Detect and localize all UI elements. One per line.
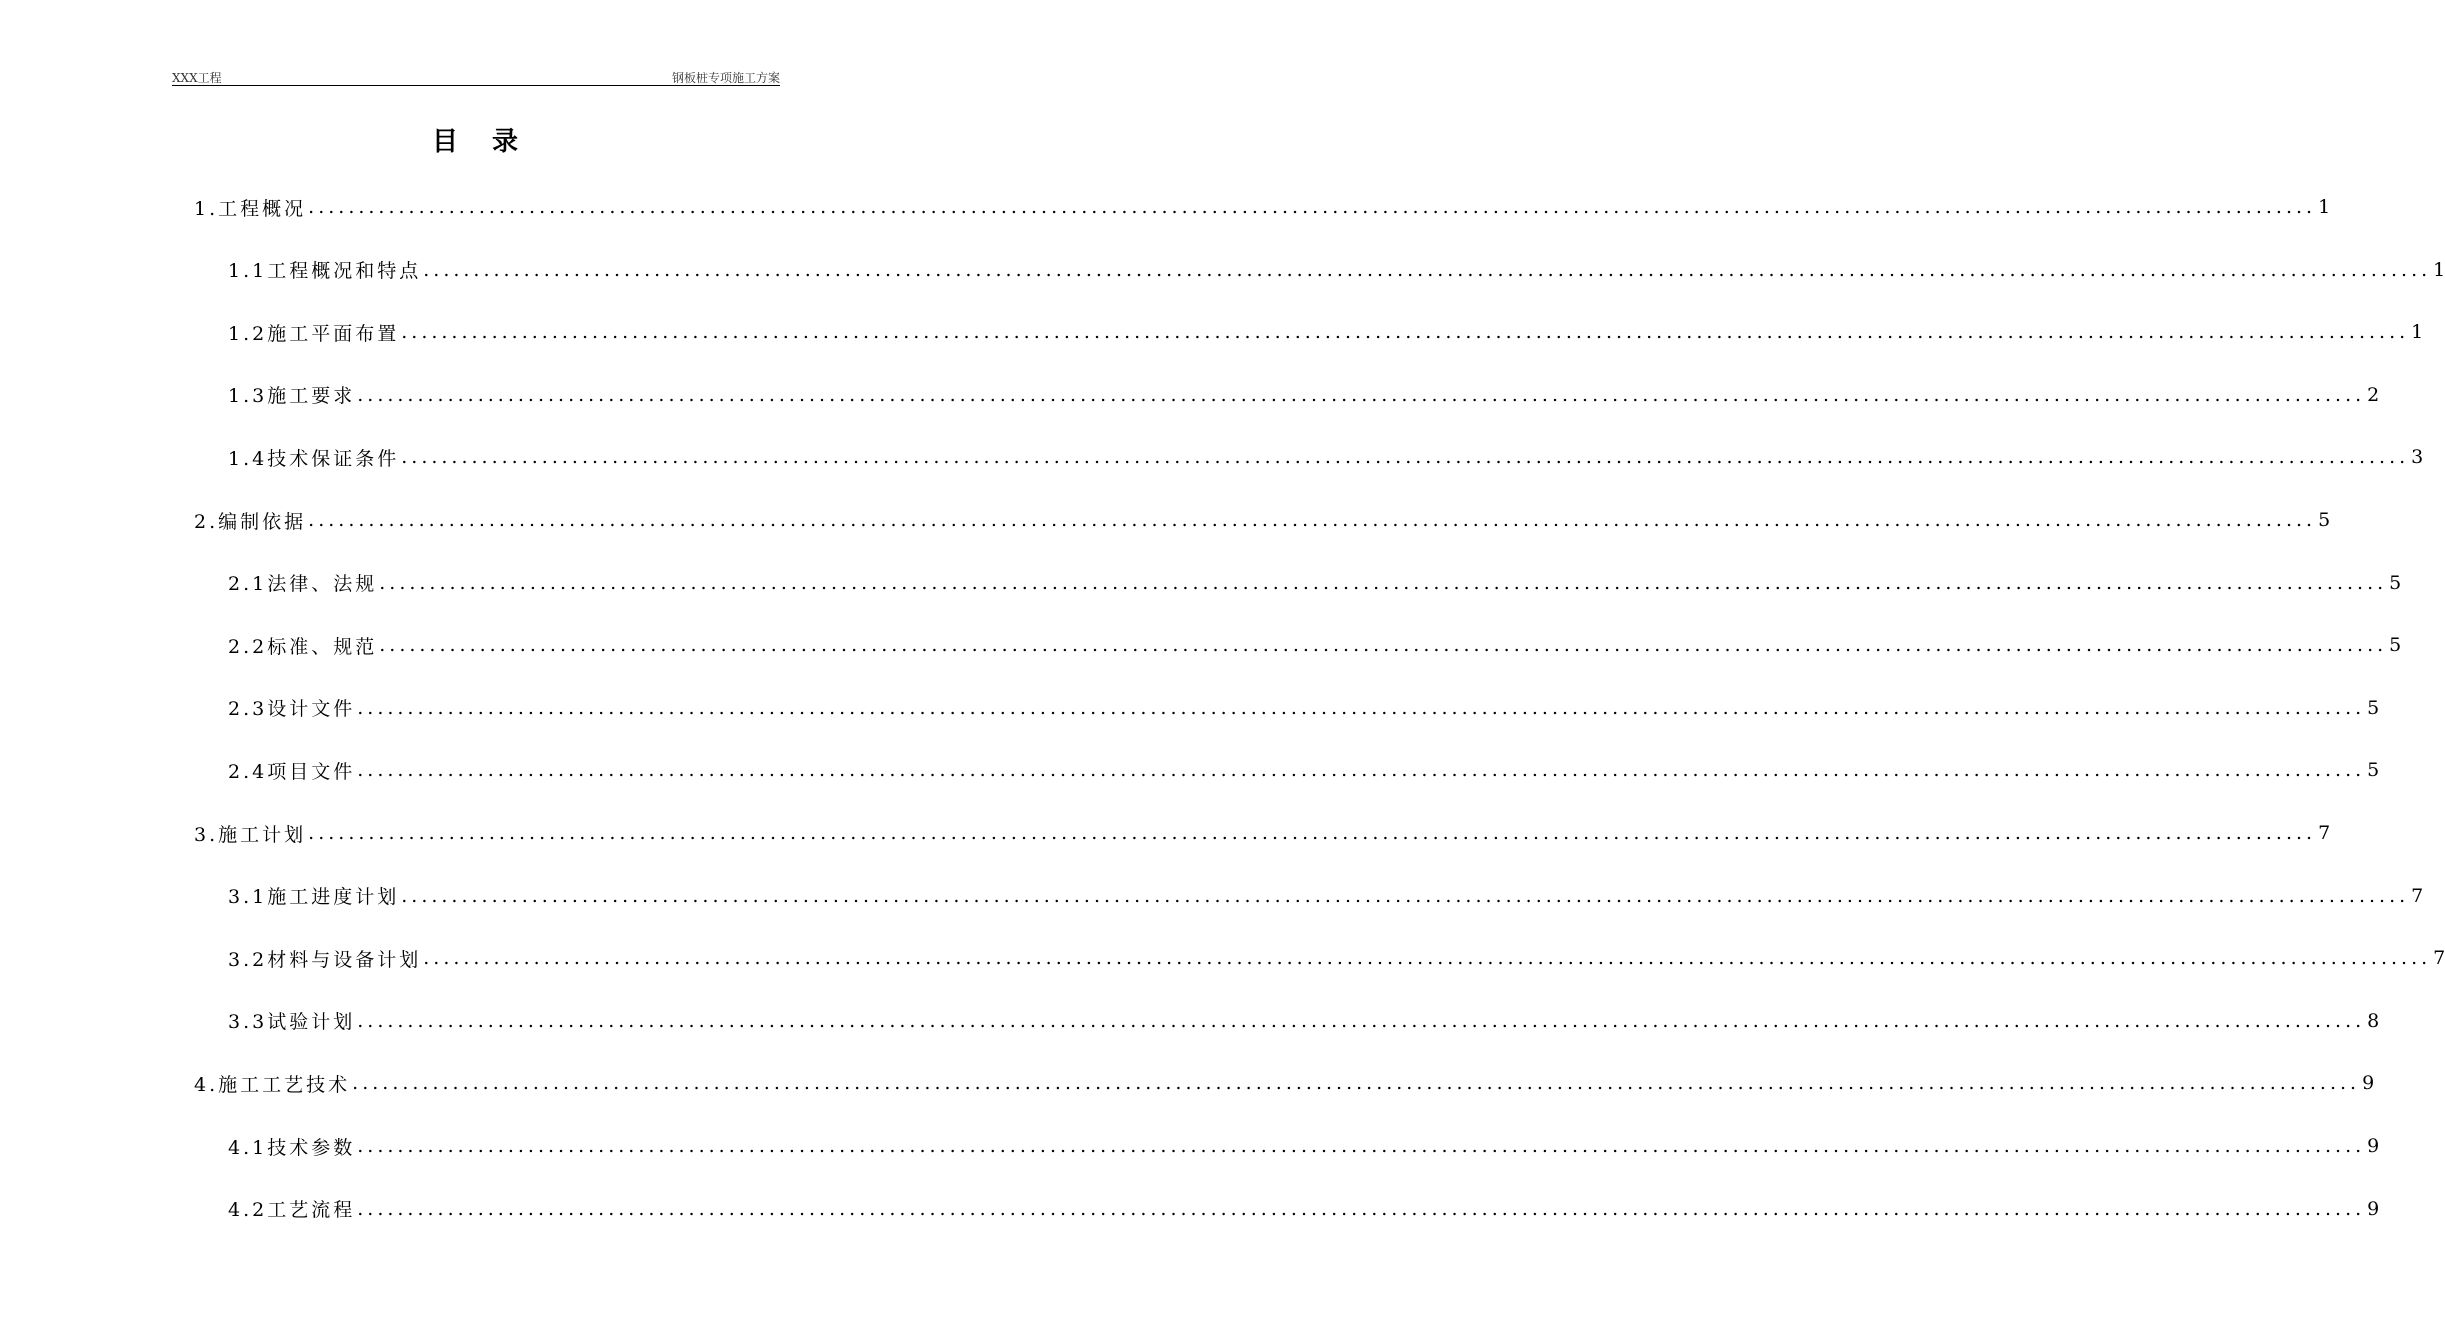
toc-page-number: 7	[2411, 884, 2424, 907]
toc-entry-number: 1.3	[228, 385, 268, 408]
toc-entry-text	[228, 1007, 355, 1034]
toc-entry[interactable]	[194, 176, 2331, 238]
toc-page-number: 1	[2318, 196, 2331, 218]
toc-entry-number: 3.1	[228, 886, 268, 909]
toc-entry[interactable]	[228, 1115, 2380, 1177]
toc-dot-leader: ........................................................................................................................................................................................................	[401, 446, 2410, 469]
toc-entry-text	[194, 507, 306, 534]
toc-entry[interactable]	[228, 990, 2380, 1052]
toc-entry[interactable]	[228, 426, 2424, 488]
toc-entry-number: 2.4	[228, 760, 268, 783]
toc-entry[interactable]	[228, 364, 2380, 426]
toc-entry[interactable]	[194, 1052, 2375, 1114]
toc-page-number: 5	[2389, 571, 2402, 594]
toc-entry-label: 法律、法规	[267, 573, 378, 596]
toc-entry-label: 技术参数	[267, 1136, 356, 1159]
toc-page-number: 7	[2433, 947, 2445, 970]
toc-entry-text	[228, 757, 355, 784]
toc-entry-text	[228, 945, 421, 972]
toc-entry-text	[228, 381, 355, 408]
toc-entry-label: 工艺流程	[267, 1199, 356, 1222]
toc-entry-label: 试验计划	[267, 1011, 356, 1034]
toc-dot-leader: ........................................................................................................................................................................................................	[379, 571, 2388, 594]
toc-entry-text	[228, 444, 399, 471]
toc-dot-leader: ........................................................................................................................................................................................................	[357, 759, 2366, 782]
toc-page-number: 5	[2367, 696, 2380, 719]
toc-entry-label: 工程概况	[218, 197, 307, 220]
toc-entry-text	[228, 632, 377, 659]
toc-entry-label: 设计文件	[267, 698, 356, 721]
header-document-title: 钢板桩专项施工方案	[671, 71, 780, 85]
toc-dot-leader: ........................................................................................................................................................................................................	[379, 634, 2388, 657]
toc-entry-number: 3.3	[228, 1011, 268, 1034]
toc-page-number: 7	[2318, 822, 2331, 844]
toc-entry-number: 1.1	[228, 260, 268, 283]
toc-entry[interactable]	[228, 1178, 2380, 1240]
toc-page-number: 9	[2367, 1197, 2380, 1220]
toc-page-number: 9	[2362, 1072, 2375, 1095]
toc-entry-number: 2.2	[228, 635, 268, 658]
toc-entry[interactable]	[194, 489, 2331, 551]
toc-entry-text	[228, 569, 377, 596]
toc-dot-leader: ........................................................................................................................................................................................................	[401, 321, 2410, 344]
toc-entry[interactable]	[228, 739, 2380, 801]
toc-entry-text	[228, 1133, 355, 1160]
toc-entry-label: 技术保证条件	[267, 447, 400, 470]
toc-entry-label: 材料与设备计划	[267, 948, 422, 971]
toc-page-number: 2	[2367, 383, 2380, 406]
toc-entry-label: 施工工艺技术	[218, 1073, 351, 1096]
toc-dot-leader: ........................................................................................................................................................................................................	[352, 1072, 2361, 1095]
toc-entry-label: 施工进度计划	[267, 886, 400, 909]
toc-entry-text	[194, 820, 306, 847]
toc-dot-leader: ........................................................................................................................................................................................................	[357, 383, 2366, 406]
toc-entry-number: 4.2	[228, 1199, 268, 1222]
toc-entry[interactable]	[194, 802, 2331, 864]
toc-dot-leader: ........................................................................................................................................................................................................	[308, 509, 2317, 531]
toc-entry[interactable]	[228, 239, 2445, 301]
toc-dot-leader: ........................................................................................................................................................................................................	[357, 1009, 2366, 1032]
toc-entry-number: 3.2	[228, 948, 268, 971]
toc-entry[interactable]	[228, 552, 2402, 614]
toc-page-number: 3	[2411, 446, 2424, 469]
toc-entry-number: 4.1	[228, 1136, 268, 1159]
toc-entry-number: 2.	[194, 510, 219, 533]
toc-dot-leader: ........................................................................................................................................................................................................	[357, 1197, 2366, 1220]
toc-entry-number: 3.	[194, 823, 219, 846]
toc-entry-number: 1.	[194, 197, 219, 220]
toc-page-number: 8	[2367, 1009, 2380, 1032]
toc-entry-label: 标准、规范	[267, 635, 378, 658]
toc-entry-number: 4.	[194, 1073, 219, 1096]
toc-entry-text	[228, 319, 399, 346]
toc-entry-number: 1.4	[228, 447, 268, 470]
toc-entry-label: 施工计划	[218, 823, 307, 846]
toc-dot-leader: ........................................................................................................................................................................................................	[423, 258, 2432, 281]
toc-page-number: 1	[2411, 321, 2424, 344]
toc-entry-label: 项目文件	[267, 760, 356, 783]
header-project-name: XXX工程	[172, 71, 222, 85]
toc-entry-label: 工程概况和特点	[267, 260, 422, 283]
toc-entry[interactable]	[228, 301, 2424, 363]
toc-entry-text	[228, 1195, 355, 1222]
toc-entry-number: 1.2	[228, 322, 268, 345]
toc-dot-leader: ........................................................................................................................................................................................................	[423, 947, 2432, 970]
toc-entry-text	[194, 194, 306, 221]
toc-entry-text	[228, 882, 399, 909]
toc-entry[interactable]	[228, 614, 2402, 676]
toc-page-number: 1	[2433, 258, 2445, 281]
toc-page-number: 5	[2367, 759, 2380, 782]
toc-dot-leader: ........................................................................................................................................................................................................	[357, 1135, 2366, 1157]
toc-dot-leader: ........................................................................................................................................................................................................	[357, 696, 2366, 719]
toc-page-number: 5	[2318, 509, 2331, 531]
toc-entry-label: 施工平面布置	[267, 322, 400, 345]
toc-entry-number: 2.3	[228, 698, 268, 721]
toc-entry-text	[228, 694, 355, 721]
page-header	[172, 68, 780, 86]
toc-entry-label: 施工要求	[267, 385, 356, 408]
toc-entry-number: 2.1	[228, 573, 268, 596]
toc-dot-leader: ........................................................................................................................................................................................................	[308, 196, 2317, 218]
toc-page-number: 5	[2389, 634, 2402, 657]
toc-page-number: 9	[2367, 1135, 2380, 1157]
toc-entry[interactable]	[228, 865, 2424, 927]
toc-entry[interactable]	[228, 927, 2445, 989]
toc-entry-text	[194, 1070, 350, 1097]
toc-dot-leader: ........................................................................................................................................................................................................	[308, 822, 2317, 844]
toc-entry-text	[228, 256, 421, 283]
toc-title: 目录	[431, 127, 552, 157]
toc-entry-label: 编制依据	[218, 510, 307, 533]
toc-entry[interactable]	[228, 677, 2380, 739]
toc-dot-leader: ........................................................................................................................................................................................................	[401, 884, 2410, 907]
